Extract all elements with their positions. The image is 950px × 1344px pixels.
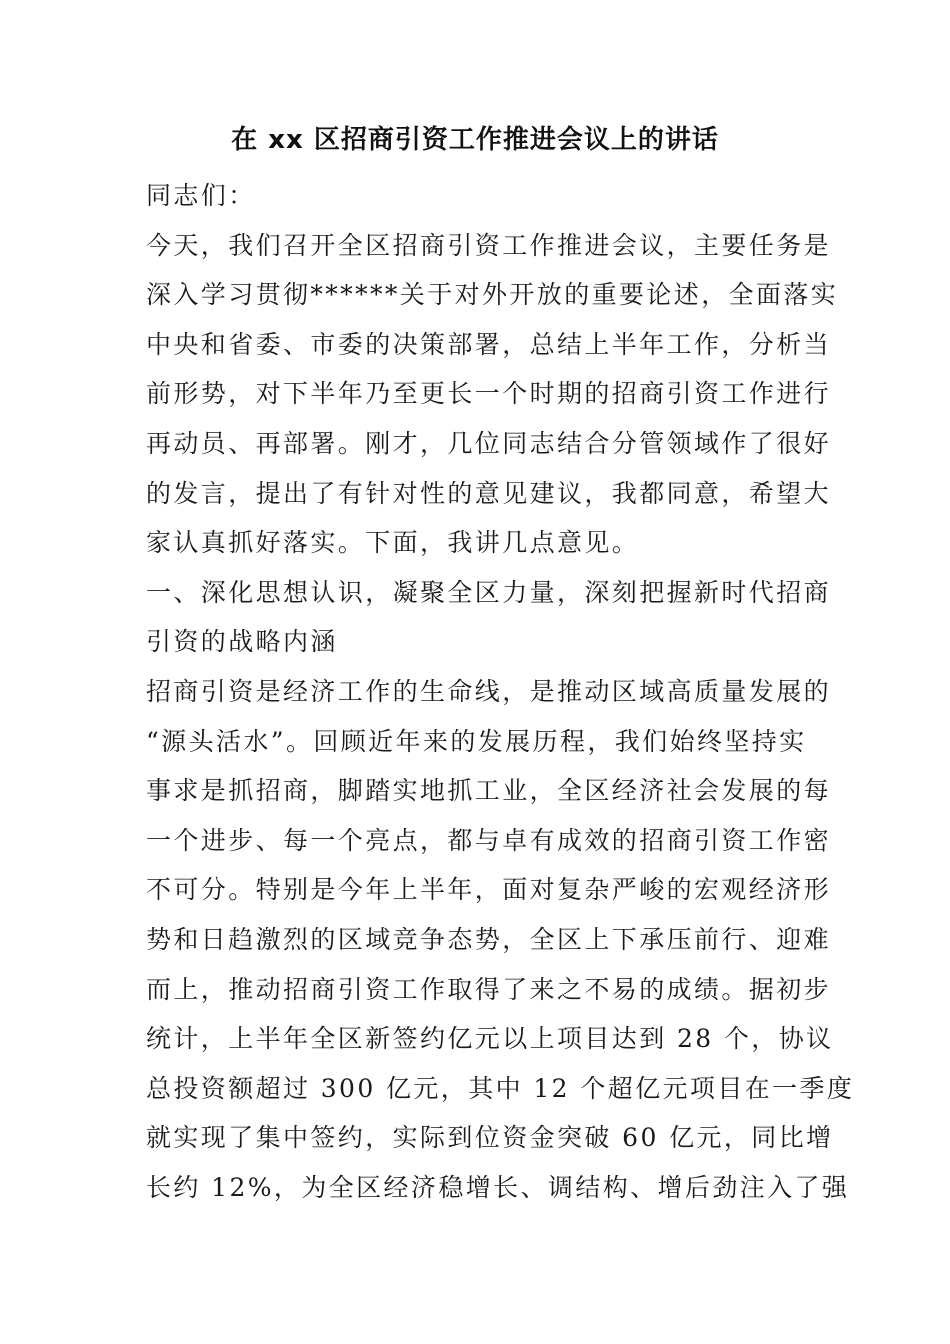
- paragraph-line: 事求是抓招商，脚踏实地抓工业，全区经济社会发展的每: [146, 776, 832, 806]
- paragraph-line: 深入学习贯彻******关于对外开放的重要论述，全面落实: [146, 280, 839, 310]
- paragraph-line: 前形势，对下半年乃至更长一个时期的招商引资工作进行: [146, 379, 832, 409]
- paragraph-line: 就实现了集中签约，实际到位资金突破 60 亿元，同比增: [146, 1123, 834, 1153]
- section-heading-line: 一、深化思想认识，凝聚全区力量，深刻把握新时代招商: [146, 577, 832, 607]
- paragraph-line: 长约 12%，为全区经济稳增长、调结构、增后劲注入了强: [146, 1172, 850, 1202]
- document-title: 在 xx 区招商引资工作推进会议上的讲话: [231, 125, 719, 155]
- paragraph-line: 不可分。特别是今年上半年，面对复杂严峻的宏观经济形: [146, 875, 832, 905]
- paragraph-line: 的发言，提出了有针对性的意见建议，我都同意，希望大: [146, 478, 832, 508]
- paragraph-line: 家认真抓好落实。下面，我讲几点意见。: [146, 528, 640, 558]
- paragraph-line: 势和日趋激烈的区域竞争态势，全区上下承压前行、迎难: [146, 924, 832, 954]
- salutation-line: 同志们：: [146, 181, 256, 210]
- paragraph-line: 今天，我们召开全区招商引资工作推进会议，主要任务是: [146, 230, 832, 260]
- section-heading-line: 引资的战略内涵: [146, 627, 338, 657]
- paragraph-line: 中央和省委、市委的决策部署，总结上半年工作，分析当: [146, 329, 832, 359]
- paragraph-line: “源头活水”。回顾近年来的发展历程，我们始终坚持实: [146, 726, 807, 756]
- paragraph-line: 一个进步、每一个亮点，都与卓有成效的招商引资工作密: [146, 825, 832, 855]
- paragraph-line: 而上，推动招商引资工作取得了来之不易的成绩。据初步: [146, 974, 832, 1004]
- paragraph-line: 统计，上半年全区新签约亿元以上项目达到 28 个，协议: [146, 1024, 834, 1054]
- document-body: [146, 171, 855, 1212]
- paragraph-line: 再动员、再部署。刚才，几位同志结合分管领域作了很好: [146, 428, 832, 458]
- paragraph-line: 招商引资是经济工作的生命线，是推动区域高质量发展的: [146, 676, 832, 706]
- paragraph-line: 总投资额超过 300 亿元，其中 12 个超亿元项目在一季度: [146, 1073, 855, 1103]
